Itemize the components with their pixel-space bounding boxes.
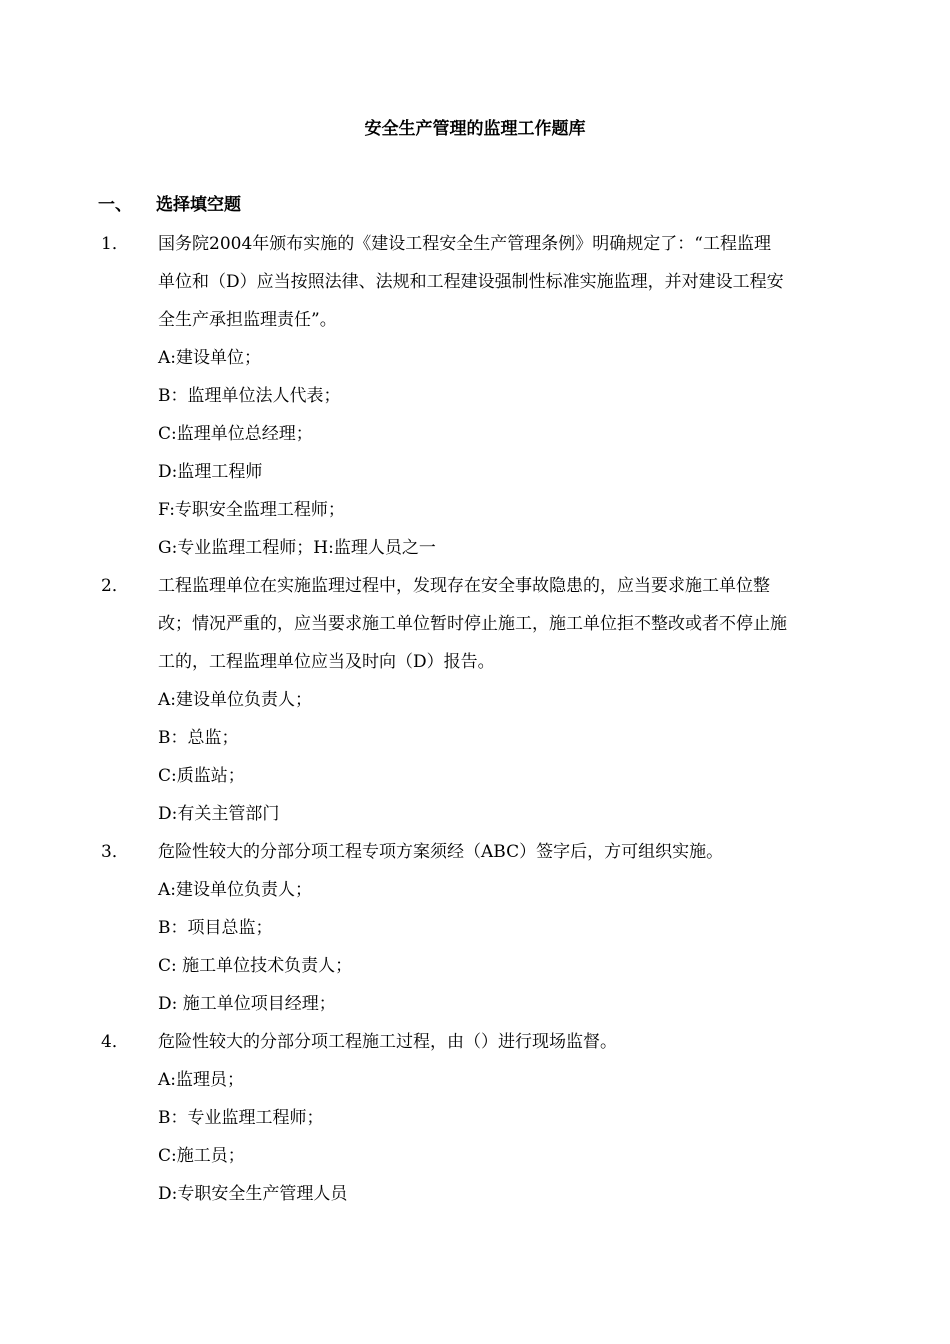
option-item: D: 施工单位项目经理； — [158, 994, 336, 1014]
section-label: 选择填空题 — [156, 195, 241, 215]
option-item: B：项目总监； — [158, 918, 273, 938]
question-text-line: 工程监理单位在实施监理过程中，发现存在安全事故隐患的，应当要求施工单位整 — [158, 576, 770, 596]
question-text-line: 单位和（D）应当按照法律、法规和工程建设强制性标准实施监理，并对建设工程安 — [158, 272, 784, 292]
option-item: B：监理单位法人代表； — [158, 386, 341, 406]
option-item: F:专职安全监理工程师； — [158, 500, 345, 520]
option-item: A:建设单位负责人； — [158, 690, 313, 710]
page-title: 安全生产管理的监理工作题库 — [364, 119, 586, 139]
section-heading — [98, 194, 241, 216]
question-number: 3． — [101, 842, 129, 862]
option-item: B：总监； — [158, 728, 239, 748]
question-text-line: 全生产承担监理责任”。 — [158, 310, 337, 330]
option-item: D:监理工程师 — [158, 462, 263, 482]
option-item: B：专业监理工程师； — [158, 1108, 324, 1128]
option-item: C:施工员； — [158, 1146, 245, 1166]
option-item: D:有关主管部门 — [158, 804, 280, 824]
question-text-line: 工的，工程监理单位应当及时向（D）报告。 — [158, 652, 495, 672]
question-text-line: 危险性较大的分部分项工程施工过程，由（）进行现场监督。 — [158, 1032, 617, 1052]
question-text-line: 危险性较大的分部分项工程专项方案须经（ABC）签字后，方可组织实施。 — [158, 842, 724, 862]
section-number: 一、 — [98, 195, 132, 215]
question-number: 2． — [101, 576, 129, 596]
option-item: A:建设单位负责人； — [158, 880, 313, 900]
option-item: D:专职安全生产管理人员 — [158, 1184, 348, 1204]
question-number: 1． — [101, 234, 129, 254]
option-item: C:质监站； — [158, 766, 245, 786]
question-text-line: 改；情况严重的，应当要求施工单位暂时停止施工，施工单位拒不整改或者不停止施 — [158, 614, 787, 634]
option-item: A:监理员； — [158, 1070, 245, 1090]
option-item: C:监理单位总经理； — [158, 424, 313, 444]
question-number: 4． — [101, 1032, 129, 1052]
option-item: C: 施工单位技术负责人； — [158, 956, 353, 976]
option-item: A:建设单位； — [158, 348, 262, 368]
question-text-line: 国务院2004年颁布实施的《建设工程安全生产管理条例》明确规定了：“工程监理 — [158, 234, 771, 254]
option-item: G:专业监理工程师；H:监理人员之一 — [158, 538, 436, 558]
